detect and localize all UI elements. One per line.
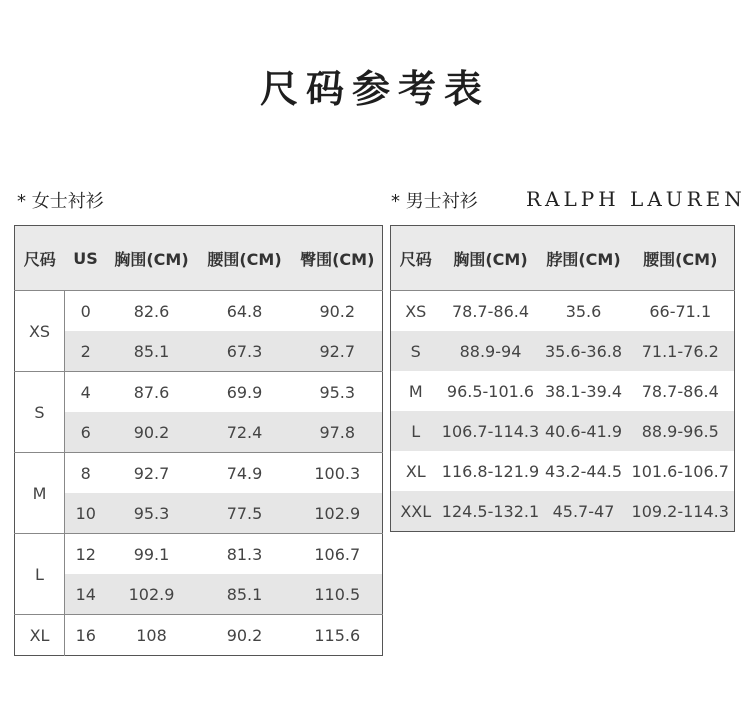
us-cell: 6 [65,412,107,453]
waist-cell: 64.8 [197,291,293,332]
hip-cell: 97.8 [293,412,383,453]
waist-cell: 81.3 [197,534,293,575]
size-cell: XXL [391,491,441,532]
neck-cell: 35.6 [541,291,627,332]
size-cell: L [15,534,65,615]
waist-cell: 74.9 [197,453,293,494]
table-row [391,331,735,371]
waist-cell: 69.9 [197,372,293,413]
header-size: 尺码 [391,226,441,291]
us-cell: 8 [65,453,107,494]
size-cell: XS [15,291,65,372]
chest-cell: 90.2 [107,412,197,453]
size-cell: XL [391,451,441,491]
hip-cell: 102.9 [293,493,383,534]
us-cell: 4 [65,372,107,413]
chest-cell: 92.7 [107,453,197,494]
chest-cell: 124.5-132.1 [441,491,541,532]
header-size: 尺码 [15,226,65,291]
header-waist: 腰围(CM) [197,226,293,291]
hip-cell: 90.2 [293,291,383,332]
table-row [391,371,735,411]
table-row [15,574,383,615]
chest-cell: 96.5-101.6 [441,371,541,411]
us-cell: 14 [65,574,107,615]
hip-cell: 110.5 [293,574,383,615]
table-row [391,451,735,491]
table-row [15,615,383,656]
header-chest: 胸围(CM) [441,226,541,291]
us-cell: 0 [65,291,107,332]
waist-cell: 77.5 [197,493,293,534]
chest-cell: 87.6 [107,372,197,413]
waist-cell: 90.2 [197,615,293,656]
women-size-table [14,225,383,656]
us-cell: 16 [65,615,107,656]
page-title: 尺码参考表 [259,67,490,111]
size-cell: M [15,453,65,534]
chest-cell: 95.3 [107,493,197,534]
hip-cell: 106.7 [293,534,383,575]
table-row [15,534,383,575]
men-size-table [390,225,735,532]
size-cell: XS [391,291,441,332]
chest-cell: 99.1 [107,534,197,575]
chest-cell: 116.8-121.9 [441,451,541,491]
us-cell: 2 [65,331,107,372]
neck-cell: 45.7-47 [541,491,627,532]
header-us: US [65,226,107,291]
brand-logo: RALPH LAUREN [526,187,746,211]
women-section-label: * 女士衬衫 [17,191,104,212]
hip-cell: 115.6 [293,615,383,656]
header-neck: 脖围(CM) [541,226,627,291]
table-row [391,491,735,532]
chest-cell: 106.7-114.3 [441,411,541,451]
table-row [15,493,383,534]
waist-cell: 101.6-106.7 [627,451,735,491]
table-row [15,291,383,332]
header-waist: 腰围(CM) [627,226,735,291]
table-row [15,331,383,372]
chest-cell: 108 [107,615,197,656]
table-row [15,412,383,453]
size-cell: S [391,331,441,371]
table-row [391,291,735,332]
waist-cell: 71.1-76.2 [627,331,735,371]
size-cell: XL [15,615,65,656]
waist-cell: 109.2-114.3 [627,491,735,532]
neck-cell: 43.2-44.5 [541,451,627,491]
chest-cell: 88.9-94 [441,331,541,371]
waist-cell: 88.9-96.5 [627,411,735,451]
chest-cell: 102.9 [107,574,197,615]
hip-cell: 100.3 [293,453,383,494]
chest-cell: 78.7-86.4 [441,291,541,332]
women-header-row [15,226,383,291]
size-cell: M [391,371,441,411]
chest-cell: 82.6 [107,291,197,332]
size-cell: L [391,411,441,451]
neck-cell: 40.6-41.9 [541,411,627,451]
us-cell: 10 [65,493,107,534]
header-hip: 臀围(CM) [293,226,383,291]
hip-cell: 95.3 [293,372,383,413]
waist-cell: 67.3 [197,331,293,372]
waist-cell: 85.1 [197,574,293,615]
men-section-label: * 男士衬衫 [391,191,478,212]
men-header-row [391,226,735,291]
table-row [15,453,383,494]
waist-cell: 78.7-86.4 [627,371,735,411]
us-cell: 12 [65,534,107,575]
chest-cell: 85.1 [107,331,197,372]
size-cell: S [15,372,65,453]
header-chest: 胸围(CM) [107,226,197,291]
neck-cell: 35.6-36.8 [541,331,627,371]
waist-cell: 66-71.1 [627,291,735,332]
table-row [391,411,735,451]
table-row [15,372,383,413]
hip-cell: 92.7 [293,331,383,372]
neck-cell: 38.1-39.4 [541,371,627,411]
waist-cell: 72.4 [197,412,293,453]
